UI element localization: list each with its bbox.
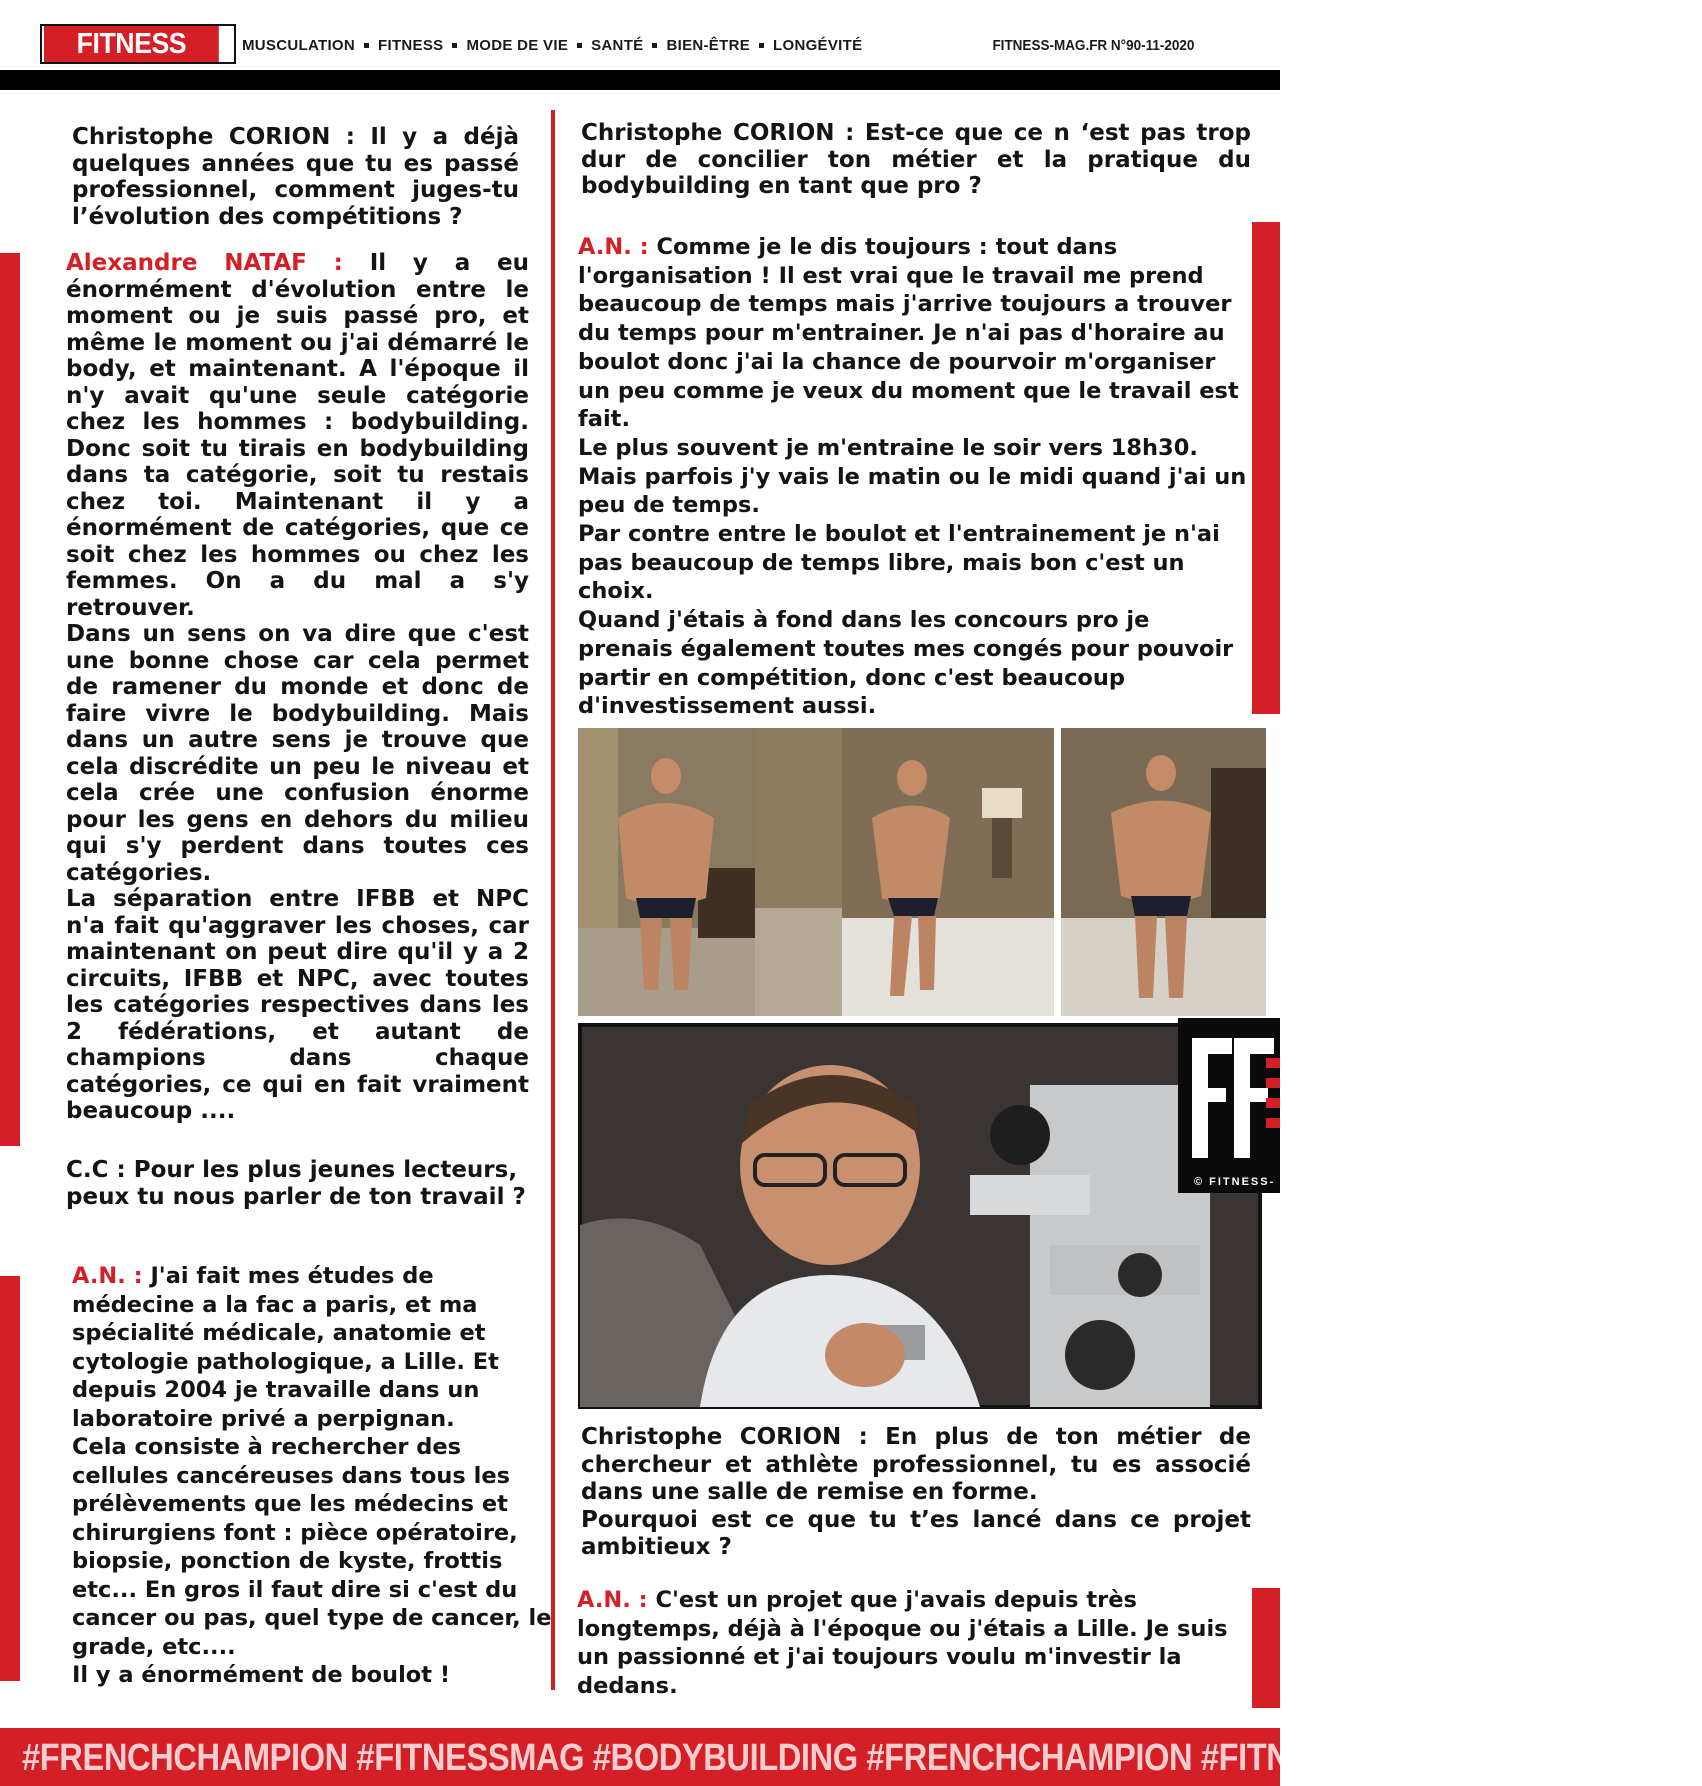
nav-item-sante[interactable]: SANTÉ [591,36,644,54]
answer-1-paragraph-3: La séparation entre IFBB et NPC n'a fait qu'aggraver les choses, car maintenant on peut dire qu'il y a 2 circuits, IFBB et NPC, avec toutes les catégories respectives dans les 2 fédérations, et autant de champions dans chaque catégories, ce qui en fait vraiment beaucoup .... [66,886,529,1124]
speaker-initials: A.N. : [577,1587,648,1613]
left-red-tab [0,253,20,1146]
issue-number: FITNESS-MAG.FR N°90-11-2020 [992,37,1194,54]
answer-3 [578,233,1250,721]
nav-item-mode-de-vie[interactable]: MODE DE VIE [466,36,569,54]
answer-4-paragraph-1: C'est un projet que j'avais depuis très longtemps, déjà à l'époque ou j'étais a Lille. Je suis un passionné et j'ai toujours voulu m'investir la dedans. [577,1587,1228,1700]
nav-item-longevite[interactable]: LONGÉVITÉ [773,36,863,54]
right-red-tab [1252,222,1280,714]
nav-item-fitness[interactable]: FITNESS [378,36,444,54]
posing-photo-2 [842,728,1054,1016]
posing-photo-1 [578,728,755,1016]
question-4 [581,1424,1251,1562]
microscope-photo [580,1025,1260,1407]
posing-photo-3 [1061,728,1266,1016]
hashtag-footer [0,1728,1702,1786]
hashtag-banner: #FRENCHCHAMPION #FITNESSMAG #BODYBUILDING #FRENCHCHAMPION #FITNESSMAG #BODYBUILDING [22,1737,1702,1779]
answer-3-paragraph-2: Le plus souvent je m'entraine le soir vers 18h30. [578,434,1198,461]
answer-1-paragraph-1: Il y a eu énormément d'évolution entre le moment ou je suis passé pro, et même le moment ou j'ai démarré le body, et maintenant. A l'époque il n'y avait qu'une seule catégorie chez les hommes : bodybuilding. Donc soit tu tirais en bodybuilding dans ta catégorie, soit tu restais chez toi. Maintenant il y a énormément de catégories, que ce soit chez les hommes ou chez les femmes. On a du mal a s'y retrouver. [66,250,529,621]
header-rule [0,70,1280,88]
page-header [0,0,1280,95]
separator-icon [652,43,657,48]
posing-photo-2-left [755,728,842,1016]
speaker-initials: A.N. : [72,1263,143,1289]
question-1 [72,124,519,230]
answer-1-paragraph-2: Dans un sens on va dire que c'est une bonne chose car cela permet de ramener du monde et donc de faire vivre le bodybuilding. Mais dans un autre sens je trouve que cela discrédite un peu le niveau et cela crée une confusion énorme pour les gens en dehors du milieu qui s'y perdent dans toutes ces catégories. [66,621,529,886]
left-red-tab-lower [0,1276,20,1681]
separator-icon [759,43,764,48]
question-2-text: C.C : Pour les plus jeunes lecteurs, peux tu nous parler de ton travail ? [66,1157,526,1210]
question-2 [66,1157,541,1210]
question-4-paragraph-2: Pourquoi est ce que tu t’es lancé dans ce projet ambitieux ? [581,1506,1251,1560]
answer-2-paragraph-1: J'ai fait mes études de médecine a la fac a paris, et ma spécialité médicale, anatomie et cytologie pathologique, a Lille. Et depuis 2004 je travaille dans un laboratoire privé a perpignan. [72,1263,499,1432]
nav-item-bien-etre[interactable]: BIEN-ÊTRE [666,36,751,54]
header-rule-thin [0,88,1280,90]
answer-2-paragraph-2: Cela consiste à rechercher des cellules cancéreuses dans tous les prélèvements que les médecins et chirurgiens font : pièce opératoire, biopsie, ponction de kyste, frottis etc... En gros il faut dire si c'est du cancer ou pas, quel type de cancer, le grade, etc.... [72,1434,552,1660]
right-red-tab-lower [1252,1588,1280,1708]
answer-2-paragraph-3: Il y a énormément de boulot ! [72,1662,451,1688]
nav-item-musculation[interactable]: MUSCULATION [242,36,356,54]
magazine-logo[interactable]: FITNESS [44,26,219,62]
answer-3-paragraph-3: Mais parfois j'y vais le matin ou le midi quand j'ai un peu de temps. [578,463,1247,519]
fitness-watermark [1178,1018,1280,1193]
separator-icon [364,43,369,48]
answer-4 [577,1586,1245,1701]
section-nav [242,34,862,56]
question-3 [581,120,1251,200]
answer-3-paragraph-1: Comme je le dis toujours : tout dans l'organisation ! Il est vrai que le travail me prend beaucoup de temps mais j'arrive toujours a trouver du temps pour m'entrainer. Je n'ai pas d'horaire au boulot donc j'ai la chance de pourvoir m'organiser un peu comme je veux du moment que le travail est fait. [578,234,1239,433]
separator-icon [452,43,457,48]
answer-2 [72,1262,552,1690]
question-3-text: Christophe CORION : Est-ce que ce n ‘est pas trop dur de concilier ton métier et la pratique du bodybuilding en tant que pro ? [581,120,1251,199]
answer-3-paragraph-4: Par contre entre le boulot et l'entrainement je n'ai pas beaucoup de temps libre, mais bon c'est un choix. [578,521,1220,605]
answer-1 [66,250,529,1125]
speaker-name: Alexandre NATAF : [66,250,343,276]
separator-icon [577,43,582,48]
question-4-paragraph-1: Christophe CORION : En plus de ton métier de chercheur et athlète professionnel, tu es associé dans une salle de remise en forme. [581,1424,1251,1505]
speaker-initials: A.N. : [578,234,649,260]
watermark-text: © FITNESS- [1194,1176,1276,1188]
question-1-text: Christophe CORION : Il y a déjà quelques années que tu es passé professionnel, comment juges-tu l’évolution des compétitions ? [72,124,519,230]
answer-3-paragraph-5: Quand j'étais à fond dans les concours pro je prenais également toutes mes congés pour pouvoir partir en compétition, donc c'est beaucoup d'investissement aussi. [578,607,1234,720]
